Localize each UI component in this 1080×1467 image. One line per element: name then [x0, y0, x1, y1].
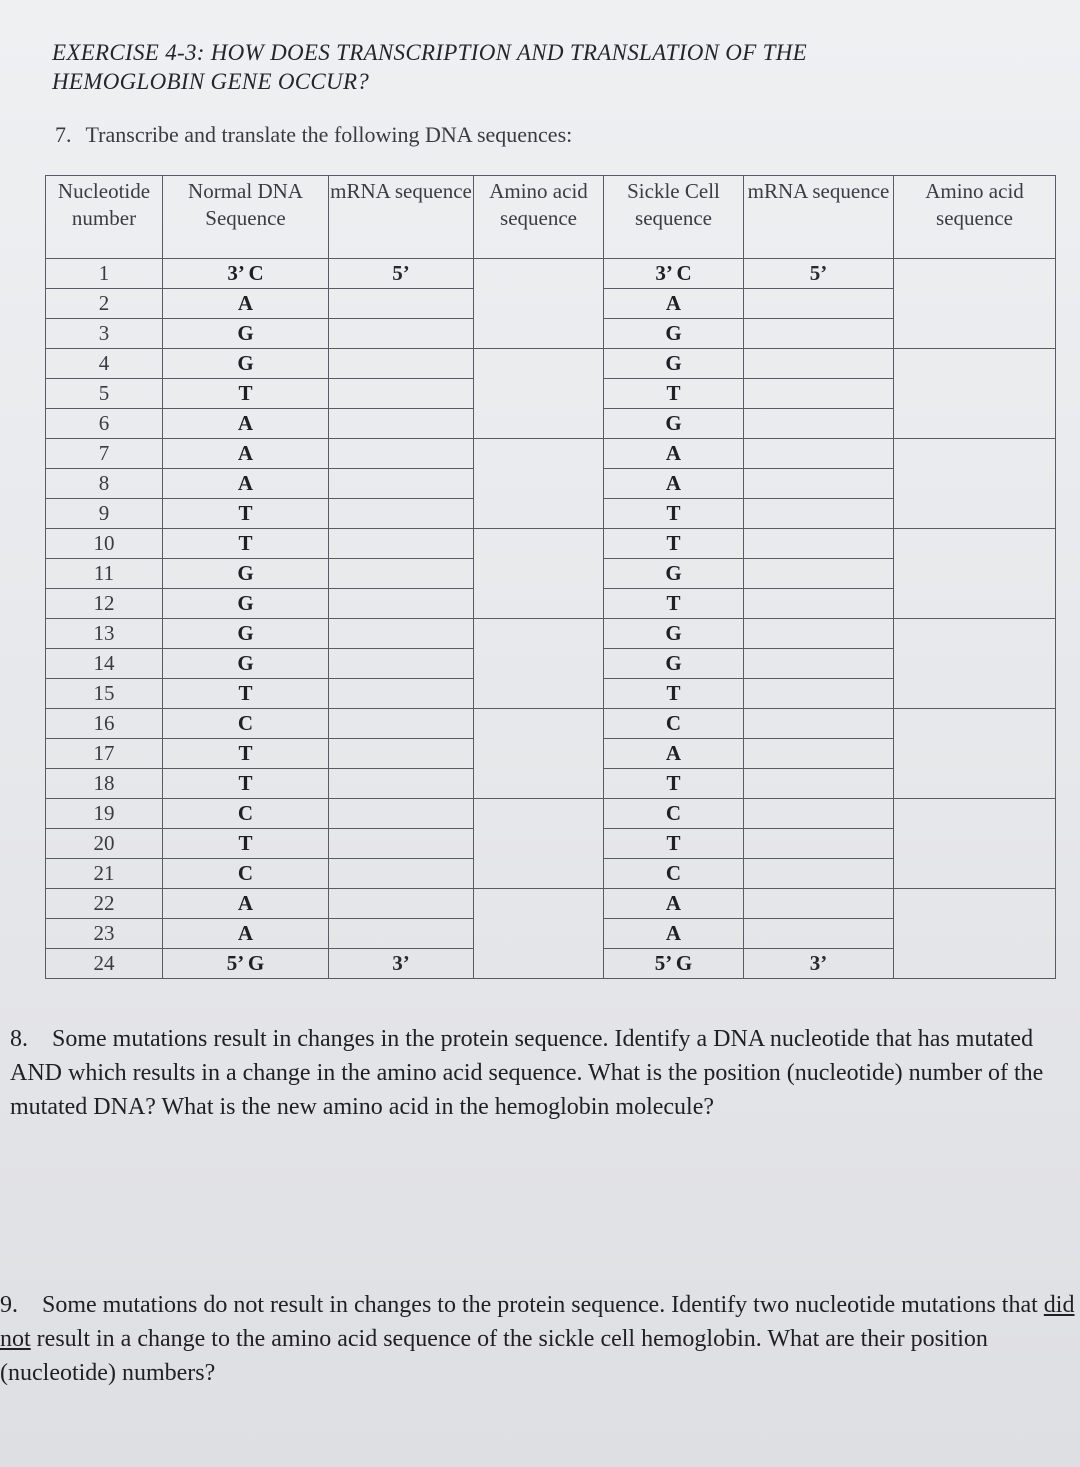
question-9-text-before: Some mutations do not result in changes to the protein sequence. Identify two nucleotide mutations that	[42, 1292, 1044, 1318]
mrna-sickle-cell[interactable]	[744, 859, 894, 889]
amino-normal-cell[interactable]	[474, 799, 604, 889]
mrna-normal-cell[interactable]	[329, 379, 474, 409]
question-9	[0, 1288, 1080, 1390]
normal-dna-cell: A	[163, 889, 329, 919]
question-8-text: Some mutations result in changes in the protein sequence. Identify a DNA nucleotide that has mutated AND which results in a change in the amino acid sequence. What is the position (nucleotide) number of the mutated DNA? What is the new amino acid in the hemoglobin molecule?	[10, 1026, 1044, 1120]
sickle-dna-cell: C	[604, 709, 744, 739]
mrna-sickle-cell[interactable]: 5’	[744, 259, 894, 289]
mrna-normal-cell[interactable]: 3’	[329, 949, 474, 979]
nucleotide-number-cell: 17	[46, 739, 163, 769]
amino-sickle-cell[interactable]	[894, 889, 1056, 979]
mrna-normal-cell[interactable]	[329, 589, 474, 619]
amino-normal-cell[interactable]	[474, 889, 604, 979]
sickle-dna-cell: T	[604, 829, 744, 859]
normal-dna-cell: G	[163, 559, 329, 589]
mrna-normal-cell[interactable]	[329, 739, 474, 769]
normal-dna-cell: A	[163, 469, 329, 499]
sickle-dna-cell: C	[604, 799, 744, 829]
normal-dna-cell: C	[163, 709, 329, 739]
normal-dna-cell: T	[163, 679, 329, 709]
header-sickle-cell: Sickle Cell sequence	[604, 176, 744, 259]
normal-dna-cell: T	[163, 769, 329, 799]
nucleotide-number-cell: 19	[46, 799, 163, 829]
mrna-sickle-cell[interactable]	[744, 889, 894, 919]
amino-sickle-cell[interactable]	[894, 439, 1056, 529]
nucleotide-number-cell: 2	[46, 289, 163, 319]
header-amino-sickle: Amino acid sequence	[894, 176, 1056, 259]
mrna-normal-cell[interactable]	[329, 559, 474, 589]
normal-dna-cell: T	[163, 379, 329, 409]
normal-dna-cell: G	[163, 589, 329, 619]
mrna-normal-cell[interactable]	[329, 409, 474, 439]
nucleotide-number-cell: 22	[46, 889, 163, 919]
normal-dna-cell: A	[163, 919, 329, 949]
normal-dna-cell: C	[163, 859, 329, 889]
header-mrna-sickle: mRNA sequence	[744, 176, 894, 259]
amino-sickle-cell[interactable]	[894, 529, 1056, 619]
nucleotide-number-cell: 24	[46, 949, 163, 979]
sickle-dna-cell: G	[604, 559, 744, 589]
nucleotide-number-cell: 21	[46, 859, 163, 889]
amino-normal-cell[interactable]	[474, 529, 604, 619]
nucleotide-number-cell: 4	[46, 349, 163, 379]
mrna-sickle-cell[interactable]	[744, 739, 894, 769]
mrna-normal-cell[interactable]	[329, 859, 474, 889]
sickle-dna-cell: T	[604, 769, 744, 799]
mrna-normal-cell[interactable]: 5’	[329, 259, 474, 289]
table-row	[46, 529, 1056, 559]
nucleotide-number-cell: 6	[46, 409, 163, 439]
amino-normal-cell[interactable]	[474, 259, 604, 349]
mrna-sickle-cell[interactable]: 3’	[744, 949, 894, 979]
mrna-sickle-cell[interactable]	[744, 799, 894, 829]
sickle-dna-cell: A	[604, 439, 744, 469]
question-8-number: 8.	[10, 1026, 28, 1052]
sickle-dna-cell: A	[604, 469, 744, 499]
amino-normal-cell[interactable]	[474, 709, 604, 799]
table-row	[46, 709, 1056, 739]
sickle-dna-cell: T	[604, 499, 744, 529]
question-7-text: Transcribe and translate the following DNA sequences:	[85, 122, 573, 147]
exercise-title	[52, 38, 952, 96]
sickle-dna-cell: T	[604, 589, 744, 619]
nucleotide-number-cell: 18	[46, 769, 163, 799]
normal-dna-cell: G	[163, 619, 329, 649]
mrna-normal-cell[interactable]	[329, 319, 474, 349]
sickle-dna-cell: 3’ C	[604, 259, 744, 289]
nucleotide-number-cell: 9	[46, 499, 163, 529]
table-body	[46, 259, 1056, 979]
amino-normal-cell[interactable]	[474, 439, 604, 529]
normal-dna-cell: G	[163, 319, 329, 349]
mrna-sickle-cell[interactable]	[744, 319, 894, 349]
normal-dna-cell: G	[163, 349, 329, 379]
table-row	[46, 439, 1056, 469]
amino-sickle-cell[interactable]	[894, 799, 1056, 889]
table-row	[46, 889, 1056, 919]
normal-dna-cell: A	[163, 439, 329, 469]
mrna-normal-cell[interactable]	[329, 799, 474, 829]
nucleotide-number-cell: 23	[46, 919, 163, 949]
table-row	[46, 799, 1056, 829]
nucleotide-number-cell: 10	[46, 529, 163, 559]
mrna-normal-cell[interactable]	[329, 529, 474, 559]
table-row	[46, 619, 1056, 649]
nucleotide-number-cell: 7	[46, 439, 163, 469]
nucleotide-number-cell: 5	[46, 379, 163, 409]
mrna-sickle-cell[interactable]	[744, 349, 894, 379]
sickle-dna-cell: 5’ G	[604, 949, 744, 979]
sickle-dna-cell: A	[604, 889, 744, 919]
question-9-number: 9.	[0, 1292, 18, 1318]
mrna-sickle-cell[interactable]	[744, 379, 894, 409]
mrna-normal-cell[interactable]	[329, 349, 474, 379]
amino-sickle-cell[interactable]	[894, 349, 1056, 439]
amino-sickle-cell[interactable]	[894, 619, 1056, 709]
question-8	[10, 1022, 1080, 1124]
amino-normal-cell[interactable]	[474, 619, 604, 709]
normal-dna-cell: T	[163, 499, 329, 529]
mrna-normal-cell[interactable]	[329, 919, 474, 949]
sickle-dna-cell: A	[604, 919, 744, 949]
mrna-normal-cell[interactable]	[329, 499, 474, 529]
mrna-sickle-cell[interactable]	[744, 289, 894, 319]
normal-dna-cell: T	[163, 529, 329, 559]
question-7-number: 7.	[55, 122, 72, 147]
mrna-sickle-cell[interactable]	[744, 919, 894, 949]
nucleotide-number-cell: 11	[46, 559, 163, 589]
normal-dna-cell: 3’ C	[163, 259, 329, 289]
sickle-dna-cell: G	[604, 649, 744, 679]
nucleotide-number-cell: 12	[46, 589, 163, 619]
mrna-sickle-cell[interactable]	[744, 439, 894, 469]
nucleotide-number-cell: 20	[46, 829, 163, 859]
nucleotide-number-cell: 14	[46, 649, 163, 679]
table-header-row	[46, 176, 1056, 259]
mrna-sickle-cell[interactable]	[744, 769, 894, 799]
nucleotide-number-cell: 3	[46, 319, 163, 349]
question-7	[55, 122, 572, 148]
sickle-dna-cell: T	[604, 379, 744, 409]
question-9-underlined-text: did not	[0, 1292, 1075, 1352]
sequence-table	[45, 175, 1056, 979]
title-line-1: EXERCISE 4-3: HOW DOES TRANSCRIPTION AND TRANSLATION OF THE	[52, 40, 807, 65]
mrna-normal-cell[interactable]	[329, 829, 474, 859]
sickle-dna-cell: G	[604, 409, 744, 439]
nucleotide-number-cell: 1	[46, 259, 163, 289]
header-normal-dna: Normal DNA Sequence	[163, 176, 329, 259]
header-amino-normal: Amino acid sequence	[474, 176, 604, 259]
amino-normal-cell[interactable]	[474, 349, 604, 439]
question-9-text-after: result in a change to the amino acid sequence of the sickle cell hemoglobin. What are their position (nucleotide) numbers?	[0, 1326, 988, 1386]
nucleotide-number-cell: 15	[46, 679, 163, 709]
amino-sickle-cell[interactable]	[894, 709, 1056, 799]
normal-dna-cell: A	[163, 409, 329, 439]
mrna-sickle-cell[interactable]	[744, 649, 894, 679]
sickle-dna-cell: G	[604, 349, 744, 379]
mrna-sickle-cell[interactable]	[744, 529, 894, 559]
mrna-normal-cell[interactable]	[329, 619, 474, 649]
mrna-sickle-cell[interactable]	[744, 589, 894, 619]
amino-sickle-cell[interactable]	[894, 259, 1056, 349]
title-line-2: HEMOGLOBIN GENE OCCUR?	[52, 69, 370, 94]
sickle-dna-cell: T	[604, 679, 744, 709]
mrna-sickle-cell[interactable]	[744, 709, 894, 739]
nucleotide-number-cell: 13	[46, 619, 163, 649]
sickle-dna-cell: A	[604, 289, 744, 319]
nucleotide-number-cell: 16	[46, 709, 163, 739]
normal-dna-cell: C	[163, 799, 329, 829]
table-row	[46, 259, 1056, 289]
mrna-sickle-cell[interactable]	[744, 619, 894, 649]
sickle-dna-cell: G	[604, 619, 744, 649]
mrna-normal-cell[interactable]	[329, 769, 474, 799]
sickle-dna-cell: C	[604, 859, 744, 889]
normal-dna-cell: T	[163, 739, 329, 769]
sickle-dna-cell: A	[604, 739, 744, 769]
header-mrna-normal: mRNA sequence	[329, 176, 474, 259]
mrna-sickle-cell[interactable]	[744, 679, 894, 709]
mrna-normal-cell[interactable]	[329, 709, 474, 739]
nucleotide-number-cell: 8	[46, 469, 163, 499]
mrna-normal-cell[interactable]	[329, 469, 474, 499]
mrna-normal-cell[interactable]	[329, 889, 474, 919]
mrna-normal-cell[interactable]	[329, 679, 474, 709]
mrna-sickle-cell[interactable]	[744, 409, 894, 439]
sickle-dna-cell: G	[604, 319, 744, 349]
table-row	[46, 349, 1056, 379]
mrna-normal-cell[interactable]	[329, 649, 474, 679]
sickle-dna-cell: T	[604, 529, 744, 559]
mrna-normal-cell[interactable]	[329, 439, 474, 469]
normal-dna-cell: A	[163, 289, 329, 319]
mrna-sickle-cell[interactable]	[744, 499, 894, 529]
mrna-sickle-cell[interactable]	[744, 469, 894, 499]
mrna-sickle-cell[interactable]	[744, 829, 894, 859]
normal-dna-cell: 5’ G	[163, 949, 329, 979]
normal-dna-cell: G	[163, 649, 329, 679]
normal-dna-cell: T	[163, 829, 329, 859]
header-nucleotide-number: Nucleotide number	[46, 176, 163, 259]
mrna-normal-cell[interactable]	[329, 289, 474, 319]
mrna-sickle-cell[interactable]	[744, 559, 894, 589]
